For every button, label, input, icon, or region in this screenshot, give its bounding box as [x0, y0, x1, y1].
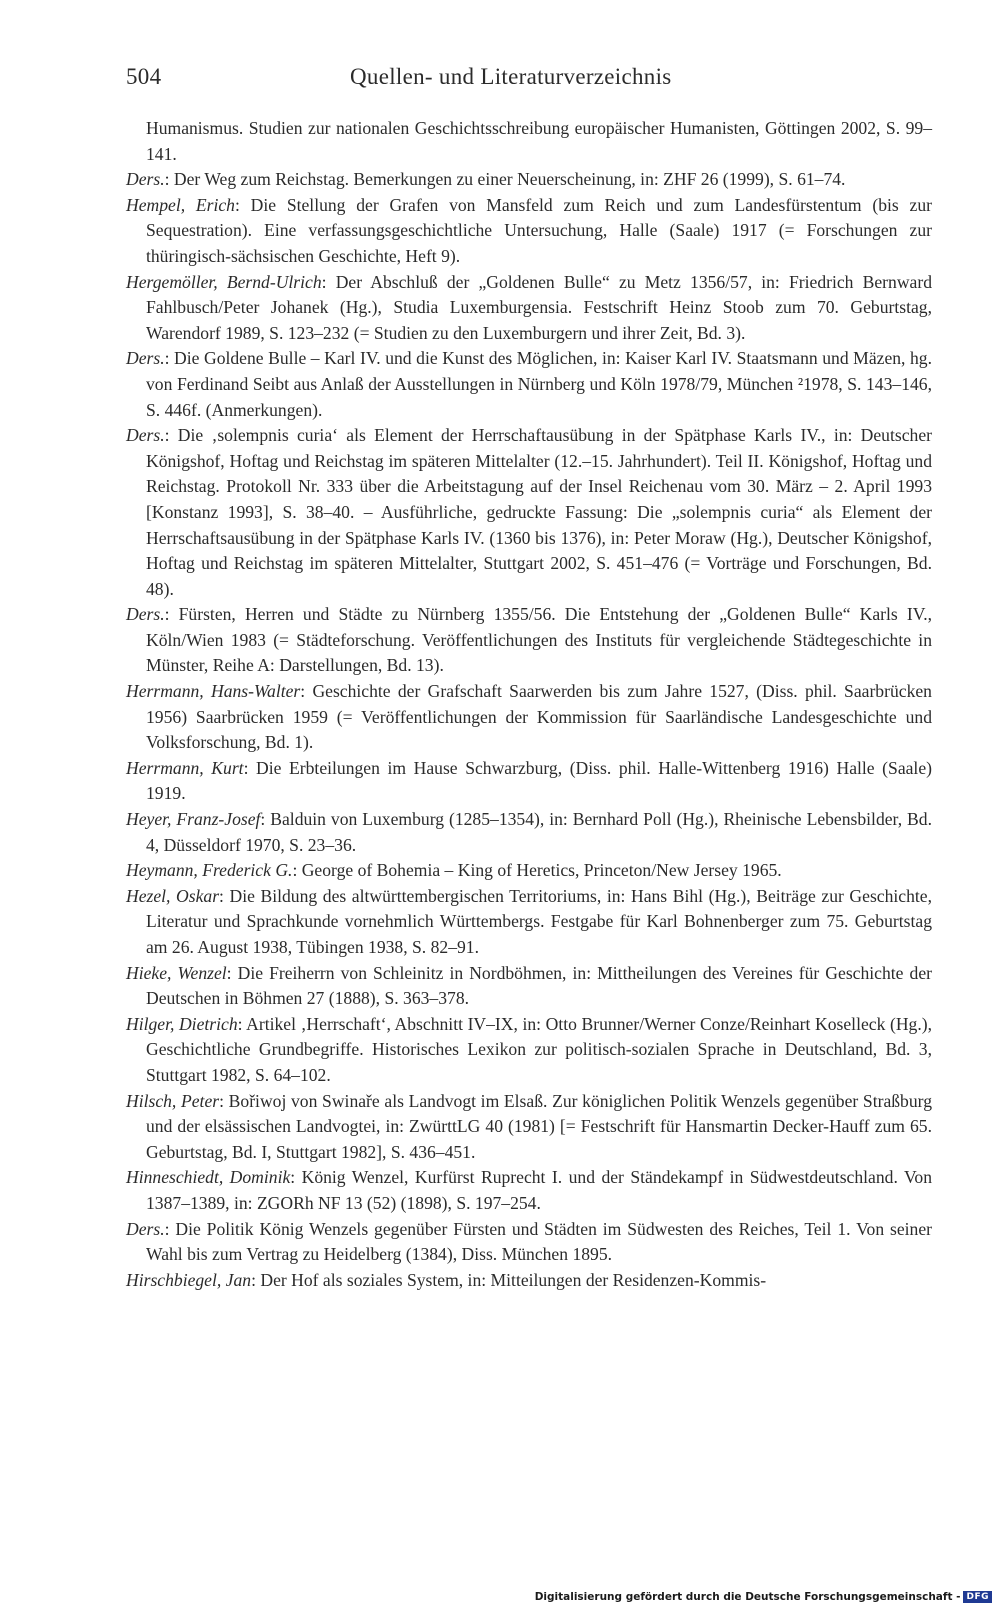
- entry-text: Humanismus. Studien zur nationalen Geschichtsschreibung europäischer Humanisten, Göttingen 2002, S. 99–141.: [146, 118, 932, 164]
- entry-text: : Bořiwoj von Swinaře als Landvogt im Elsaß. Zur königlichen Politik Wenzels gegenüber Straßburg und der elsässischen Landvogtei, in: ZwürttLG 40 (1981) [= Festschrift für Hansmartin Decker-Hauff zum 65. Geburtstag, Bd. I, Stuttgart 1982], S. 436–451.: [146, 1090, 932, 1162]
- bibliography-entry: [126, 1268, 932, 1294]
- entry-author: Ders.: [126, 1218, 165, 1239]
- bibliography-entry: [126, 961, 932, 1012]
- entry-author: Hinneschiedt, Dominik: [126, 1167, 291, 1188]
- bibliography-entry: [126, 1165, 932, 1216]
- bibliography-entry: [126, 346, 932, 423]
- bibliography-entry: [126, 1089, 932, 1166]
- footer-text: Digitalisierung gefördert durch die Deutsche Forschungsgemeinschaft -: [534, 1591, 961, 1603]
- bibliography-list: [126, 116, 932, 1293]
- dfg-logo-icon: DFG: [963, 1591, 992, 1603]
- entry-author: Ders.: [126, 425, 165, 446]
- entry-author: Heyer, Franz-Josef: [126, 809, 261, 830]
- entry-author: Ders.: [126, 169, 165, 190]
- entry-text: : Artikel ‚Herrschaft‘, Abschnitt IV–IX, in: Otto Brunner/Werner Conze/Reinhart Koselleck (Hg.), Geschichtliche Grundbegriffe. Historisches Lexikon zur politisch-sozialen Sprache in Deutschland, Bd. 3, Stuttgart 1982, S. 64–102.: [146, 1013, 932, 1085]
- bibliography-entry: [126, 807, 932, 858]
- entry-text: : Der Abschluß der „Goldenen Bulle“ zu Metz 1356/57, in: Friedrich Bernward Fahlbusch/Peter Johanek (Hg.), Studia Luxemburgensia. Festschrift Heinz Stoob zum 70. Geburtstag, Warendorf 1989, S. 123–232 (= Studien zu den Luxemburgern und ihrer Zeit, Bd. 3).: [146, 271, 933, 343]
- bibliography-entry: [126, 679, 932, 756]
- entry-author: Hezel, Oskar: [126, 885, 220, 906]
- entry-text: : Fürsten, Herren und Städte zu Nürnberg 1355/56. Die Entstehung der „Goldenen Bulle“ Karls IV., Köln/Wien 1983 (= Städteforschung. Veröffentlichungen des Instituts für vergleichende Städtegeschichte in Münster, Reihe A: Darstellungen, Bd. 13).: [146, 604, 932, 676]
- bibliography-entry: [126, 1217, 932, 1268]
- bibliography-entry: [126, 167, 932, 193]
- entry-text: : Die ‚solempnis curia‘ als Element der Herrschaftausübung in der Spätphase Karls IV., in: Deutscher Königshof, Hoftag und Reichstag im späteren Mittelalter (12.–15. Jahrhundert). Teil II. Königshof, Hoftag und Reichstag. Protokoll Nr. 333 über die Arbeitstagung auf der Insel Reichenau vom 30. März – 2. April 1993 [Konstanz 1993], S. 38–40. – Ausführliche, gedruckte Fassung: Die „solempnis curia“ als Element der Herrschaftsausübung in der Spätphase Karls IV. (1360 bis 1376), in: Peter Moraw (Hg.), Deutscher Königshof, Hoftag und Reichstag im späteren Mittelalter, Stuttgart 2002, S. 451–476 (= Vorträge und Forschungen, Bd. 48).: [146, 425, 932, 599]
- entry-text: : Die Politik König Wenzels gegenüber Fürsten und Städten im Südwesten des Reiches, Teil 1. Von seiner Wahl bis zum Vertrag zu Heidelberg (1384), Diss. München 1895.: [146, 1218, 932, 1265]
- entry-text: : Die Stellung der Grafen von Mansfeld zum Reich und zum Landesfürstentum (bis zur Sequestration). Eine verfassungsgeschichtliche Untersuchung, Halle (Saale) 1917 (= Forschungen zur thüringisch-sächsischen Geschichte, Heft 9).: [146, 194, 932, 266]
- entry-author: Hilsch, Peter: [126, 1090, 220, 1111]
- page-number: 504: [126, 64, 162, 89]
- bibliography-entry: [126, 193, 932, 270]
- entry-author: Hieke, Wenzel: [126, 962, 227, 983]
- entry-author: Herrmann, Kurt: [126, 757, 244, 778]
- bibliography-entry: [126, 270, 932, 347]
- digitization-footer: [535, 1591, 992, 1603]
- entry-author: Herrmann, Hans-Walter: [126, 681, 301, 702]
- entry-text: : König Wenzel, Kurfürst Ruprecht I. und der Ständekampf in Südwestdeutschland. Von 1387–1389, in: ZGORh NF 13 (52) (1898), S. 197–254.: [146, 1167, 933, 1213]
- bibliography-entry: [126, 756, 932, 807]
- bibliography-entry: [126, 884, 932, 961]
- entry-text: : Die Erbteilungen im Hause Schwarzburg, (Diss. phil. Halle-Wittenberg 1916) Halle (Saale) 1919.: [146, 757, 932, 804]
- entry-author: Hilger, Dietrich: [126, 1013, 238, 1034]
- entry-author: Hirschbiegel, Jan: [126, 1269, 252, 1290]
- bibliography-entry: [126, 423, 932, 602]
- entry-text: : Der Hof als soziales System, in: Mitteilungen der Residenzen-Kommis-: [251, 1269, 767, 1290]
- entry-text: : George of Bohemia – King of Heretics, Princeton/New Jersey 1965.: [292, 860, 782, 881]
- entry-author: Heymann, Frederick G.: [126, 860, 293, 881]
- entry-author: Hempel, Erich: [126, 194, 235, 215]
- bibliography-entry: [126, 116, 932, 167]
- entry-text: : Geschichte der Grafschaft Saarwerden bis zum Jahre 1527, (Diss. phil. Saarbrücken 1956) Saarbrücken 1959 (= Veröffentlichungen der Kommission für Saarländische Landesgeschichte und Volksforschung, Bd. 1).: [146, 681, 932, 753]
- entry-text: : Die Goldene Bulle – Karl IV. und die Kunst des Möglichen, in: Kaiser Karl IV. Staatsmann und Mäzen, hg. von Ferdinand Seibt aus Anlaß der Ausstellungen in Nürnberg und Köln 1978/79, München ²1978, S. 143–146, S. 446f. (Anmerkungen).: [146, 348, 932, 420]
- entry-text: : Die Bildung des altwürttembergischen Territoriums, in: Hans Bihl (Hg.), Beiträge zur Geschichte, Literatur und Sprachkunde vornehmlich Württembergs. Festgabe für Karl Bohnenberger zum 75. Geburtstag am 26. August 1938, Tübingen 1938, S. 82–91.: [146, 885, 932, 957]
- entry-author: Ders.: [126, 604, 165, 625]
- entry-text: : Die Freiherrn von Schleinitz in Nordböhmen, in: Mittheilungen des Vereines für Geschichte der Deutschen in Böhmen 27 (1888), S. 363–378.: [146, 962, 932, 1009]
- entry-author: Ders.: [126, 348, 165, 369]
- bibliography-entry: [126, 1012, 932, 1089]
- running-head: Quellen- und Literaturverzeichnis: [350, 64, 672, 89]
- entry-text: : Balduin von Luxemburg (1285–1354), in: Bernhard Poll (Hg.), Rheinische Lebensbilder, Bd. 4, Düsseldorf 1970, S. 23–36.: [146, 809, 932, 855]
- bibliography-entry: [126, 602, 932, 679]
- bibliography-entry: [126, 858, 932, 884]
- entry-author: Hergemöller, Bernd-Ulrich: [126, 271, 322, 292]
- entry-text: : Der Weg zum Reichstag. Bemerkungen zu einer Neuerscheinung, in: ZHF 26 (1999), S. 61–74.: [164, 169, 846, 190]
